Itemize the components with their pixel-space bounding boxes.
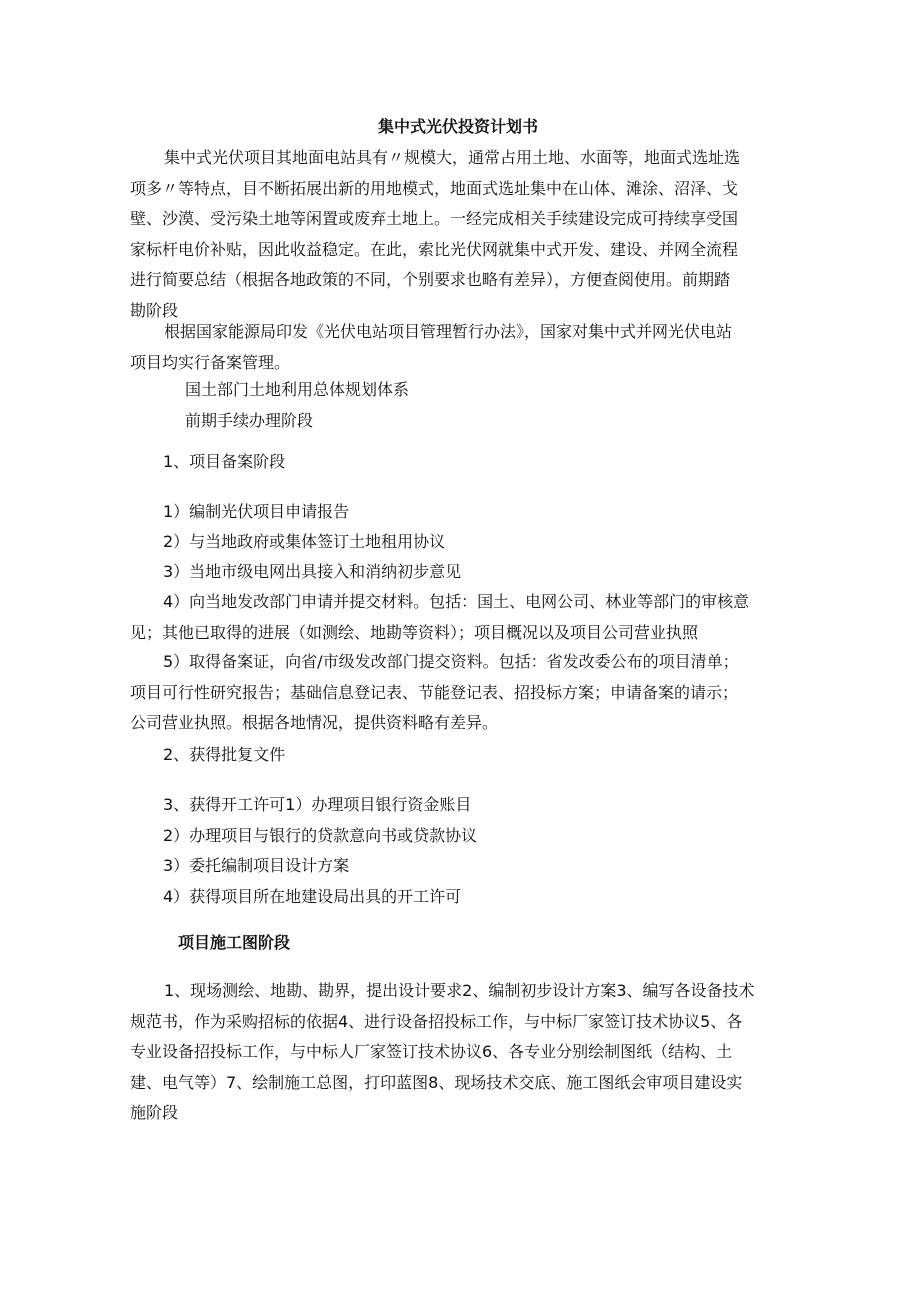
construction-drawing-heading: 项目施工图阶段 (178, 933, 291, 952)
permit-line: 4）获得项目所在地建设局出具的开工许可 (163, 886, 462, 906)
construction-paragraph (130, 976, 755, 1129)
policy-line: 根据国家能源局印发《光伏电站项目管理暂行办法》，国家对集中式并网光伏电站 (164, 322, 733, 341)
section-approval-heading: 2、获得批复文件 (163, 745, 286, 764)
step-3: 3）当地市级电网出具接入和消纳初步意见 (163, 562, 462, 581)
policy-line: 项目均实行备案管理。 (130, 352, 291, 372)
construction-line: 专业设备招投标工作，与中标人厂家签订技术协议6、各专业分别绘制图纸（结构、土 (130, 1042, 733, 1061)
step-1: 1）编制光伏项目申请报告 (163, 502, 350, 521)
construction-line: 规范书，作为采购招标的依据4、进行设备招投标工作，与中标厂家签订技术协议5、各 (130, 1011, 743, 1031)
section-filing-heading: 1、项目备案阶段 (163, 452, 286, 471)
intro-line: 项多〃等特点，目不断拓展出新的用地模式，地面式选址集中在山体、滩涂、沼泽、戈 (130, 178, 739, 198)
step-2: 2）与当地政府或集体签订土地租用协议 (163, 532, 446, 551)
step-5-line: 项目可行性研究报告；基础信息登记表、节能登记表、招投标方案；申请备案的请示； (130, 682, 739, 702)
step-5 (130, 647, 739, 739)
permit-line: 3）委托编制项目设计方案 (163, 856, 350, 875)
step-4-line: 见；其他已取得的进展（如测绘、地勘等资料）；项目概况以及项目公司营业执照 (130, 622, 699, 642)
policy-paragraph (130, 317, 732, 378)
page-title: 集中式光伏投资计划书 (377, 117, 538, 136)
construction-line: 1、现场测绘、地勘、勘界，提出设计要求2、编制初步设计方案3、编写各设备技术 (164, 981, 755, 1000)
intro-line: 进行简要总结（根据各地政策的不同，个别要求也略有差异），方便查阅使用。前期踏 (130, 270, 731, 289)
intro-paragraph (130, 143, 740, 326)
intro-line: 家标杆电价补贴，因此收益稳定。在此，索比光伏网就集中式开发、建设、并网全流程 (130, 239, 739, 259)
pre-procedure-heading: 前期手续办理阶段 (185, 411, 314, 430)
step-4 (130, 587, 749, 648)
step-5-line: 5）取得备案证，向省/市级发改部门提交资料。包括：省发改委公布的项目清单； (163, 652, 739, 671)
intro-line: 壁、沙漠、受污染土地等闲置或废弃土地上。一经完成相关手续建设完成可持续享受国 (130, 209, 739, 228)
construction-line: 施阶段 (130, 1103, 179, 1122)
land-planning-heading: 国土部门土地利用总体规划体系 (185, 380, 410, 399)
section-permit (163, 790, 477, 912)
step-4-line: 4）向当地发改部门申请并提交材料。包括：国土、电网公司、林业等部门的审核意 (163, 592, 750, 611)
intro-line: 勘阶段 (130, 300, 179, 320)
intro-line: 集中式光伏项目其地面电站具有〃规模大，通常占用土地、水面等，地面式选址选 (164, 148, 741, 167)
construction-line: 建、电气等）7、绘制施工总图，打印蓝图8、现场技术交底、施工图纸会审项目建设实 (130, 1072, 743, 1092)
step-5-line: 公司营业执照。根据各地情况，提供资料略有差异。 (130, 713, 499, 732)
permit-line: 3、获得开工许可1）办理项目银行资金账目 (163, 795, 472, 814)
permit-line: 2）办理项目与银行的贷款意向书或贷款协议 (163, 825, 478, 845)
